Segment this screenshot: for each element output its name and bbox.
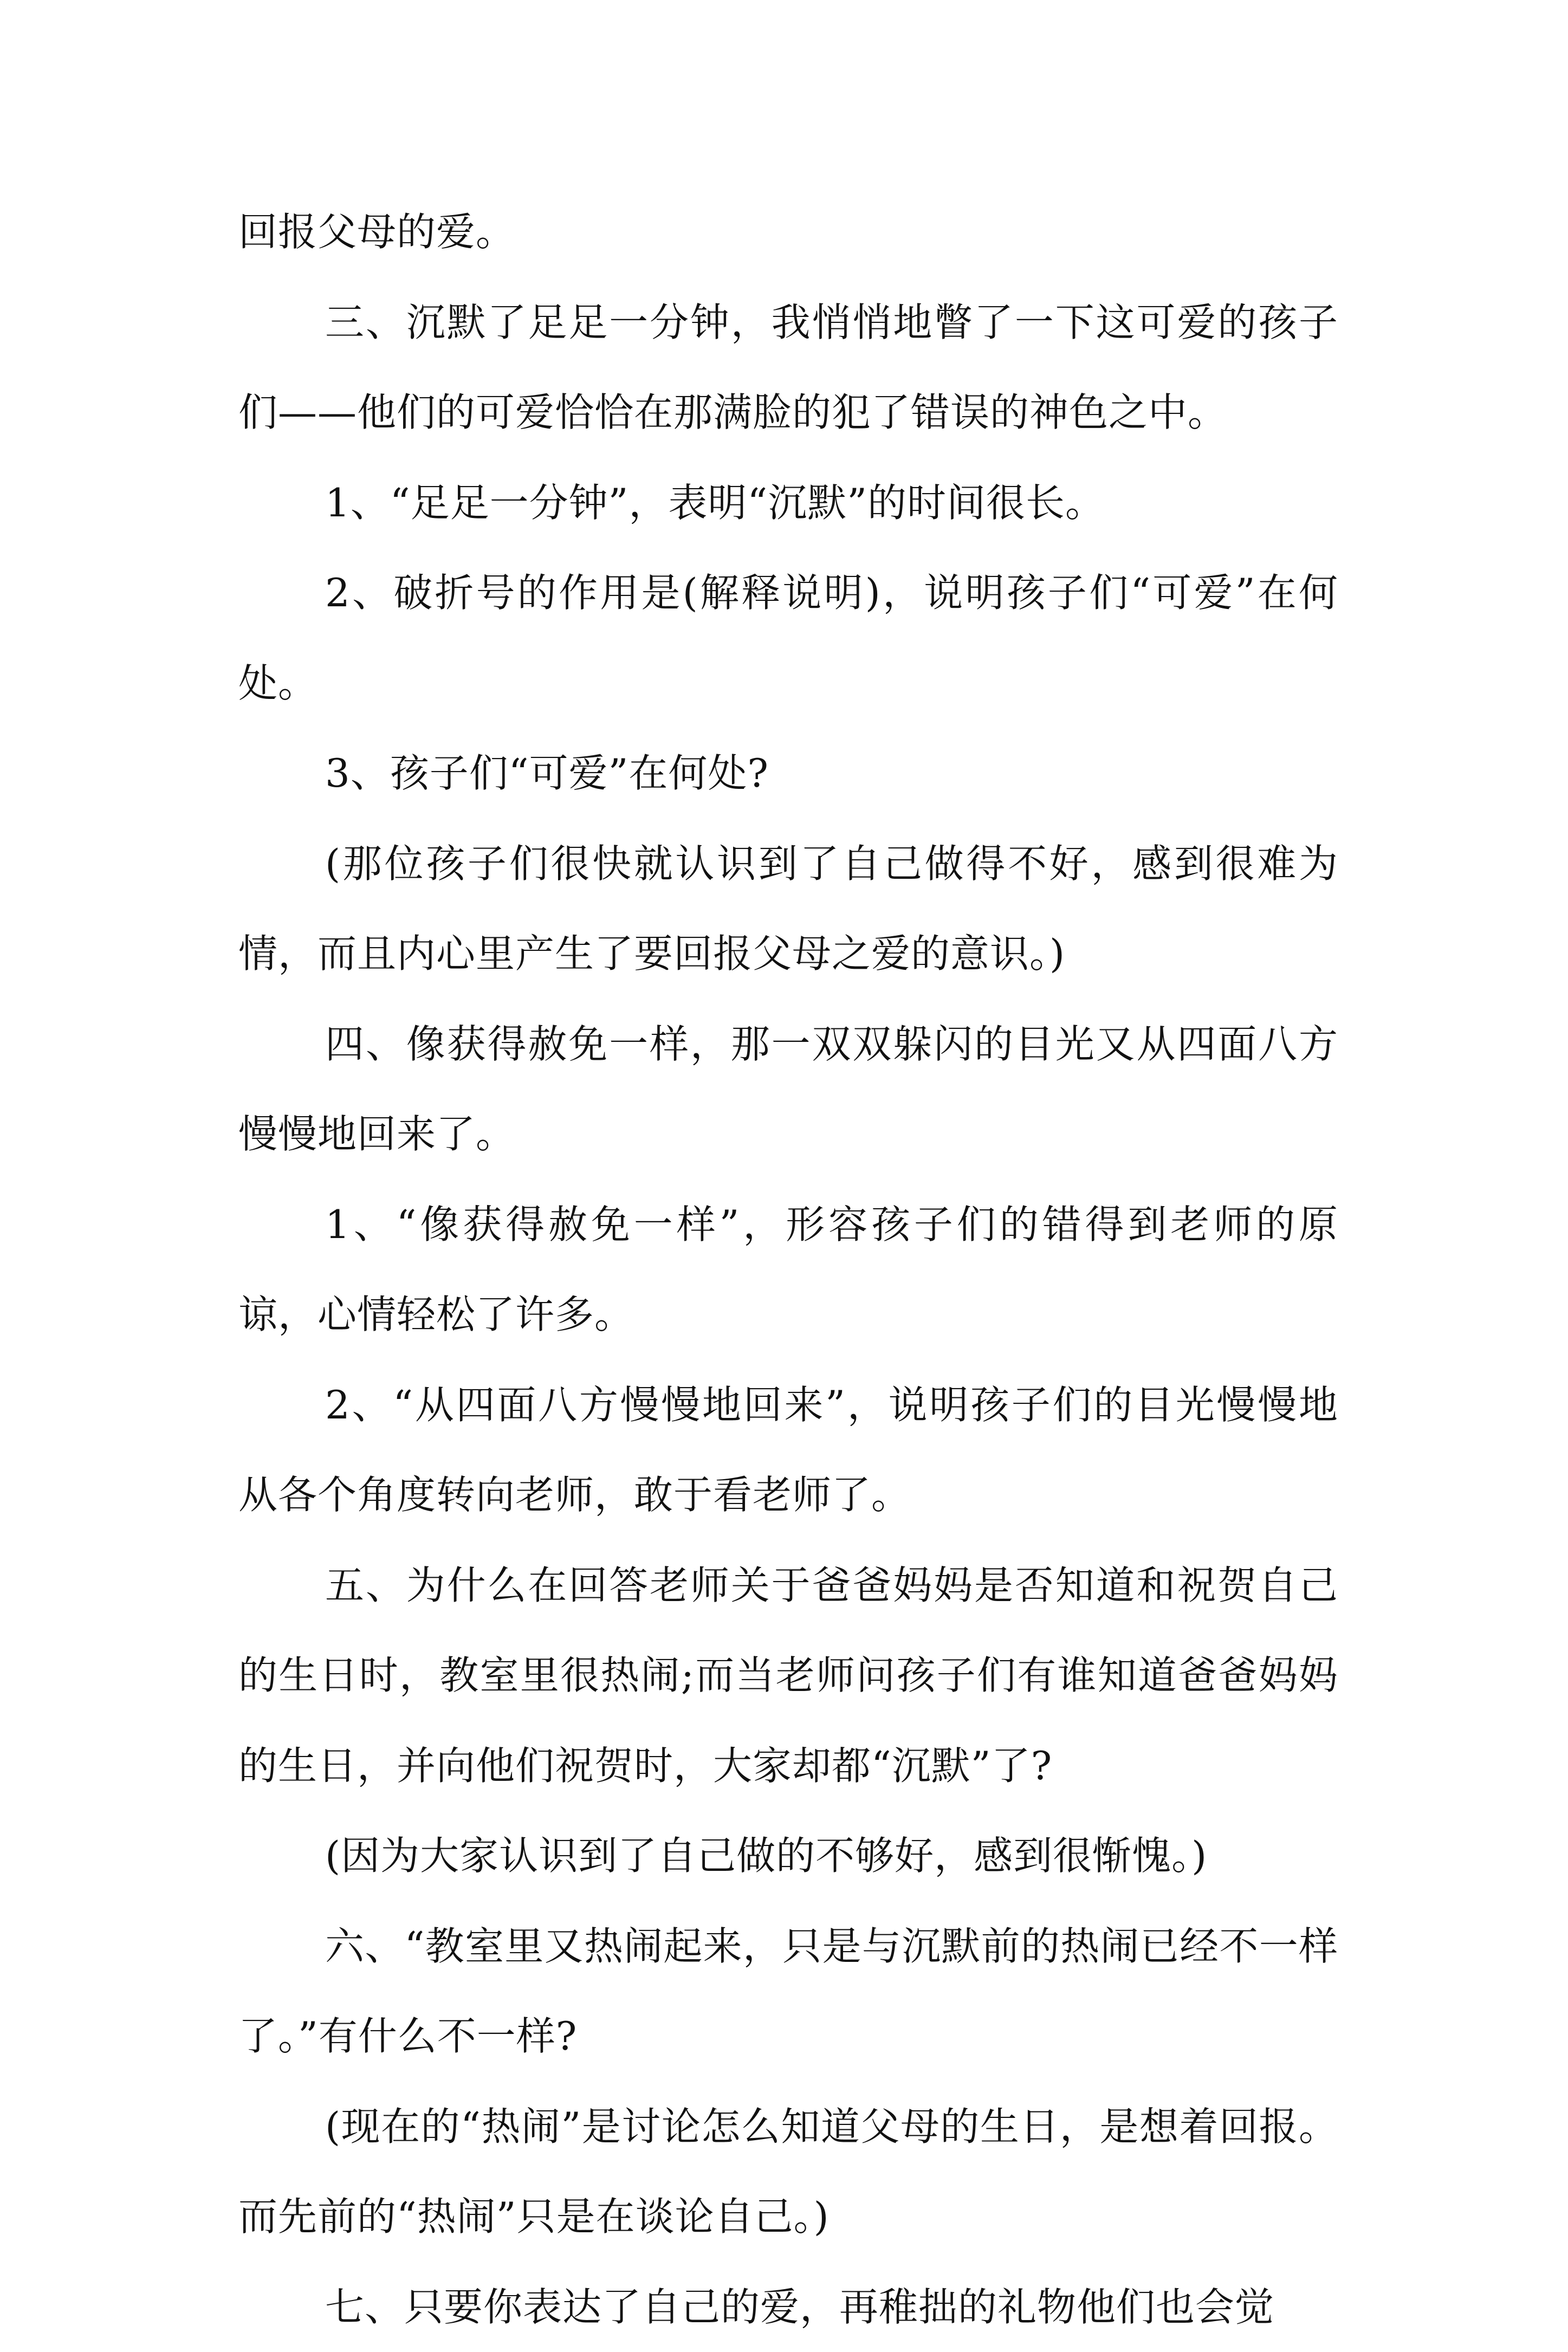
- paragraph: 1、“像获得赦免一样”，形容孩子们的错得到老师的原谅，心情轻松了许多。: [238, 1180, 1338, 1360]
- paragraph: 回报父母的爱。: [238, 187, 1338, 277]
- paragraph: 3、孩子们“可爱”在何处?: [238, 728, 1338, 819]
- paragraph: 六、“教室里又热闹起来，只是与沉默前的热闹已经不一样了。”有什么不一样?: [238, 1901, 1338, 2082]
- paragraph: 三、沉默了足足一分钟，我悄悄地瞥了一下这可爱的孩子们——他们的可爱恰恰在那满脸的犯了错误的神色之中。: [238, 277, 1338, 458]
- paragraph: (现在的“热闹”是讨论怎么知道父母的生日，是想着回报。而先前的“热闹”只是在谈论自己。): [238, 2082, 1338, 2262]
- paragraph: 2、破折号的作用是(解释说明)，说明孩子们“可爱”在何处。: [238, 548, 1338, 728]
- paragraph: 七、只要你表达了自己的爱，再稚拙的礼物他们也会觉: [238, 2262, 1338, 2352]
- paragraph: 2、“从四面八方慢慢地回来”，说明孩子们的目光慢慢地从各个角度转向老师，敢于看老师了。: [238, 1360, 1338, 1540]
- paragraph: (因为大家认识到了自己做的不够好，感到很惭愧。): [238, 1811, 1338, 1901]
- paragraph: 五、为什么在回答老师关于爸爸妈妈是否知道和祝贺自己的生日时，教室里很热闹;而当老师问孩子们有谁知道爸爸妈妈的生日，并向他们祝贺时，大家却都“沉默”了?: [238, 1540, 1338, 1811]
- paragraph: (那位孩子们很快就认识到了自己做得不好，感到很难为情，而且内心里产生了要回报父母之爱的意识。): [238, 819, 1338, 999]
- paragraph: 1、“足足一分钟”，表明“沉默”的时间很长。: [238, 458, 1338, 548]
- document-body: [238, 187, 1338, 2352]
- paragraph: 四、像获得赦免一样，那一双双躲闪的目光又从四面八方慢慢地回来了。: [238, 999, 1338, 1180]
